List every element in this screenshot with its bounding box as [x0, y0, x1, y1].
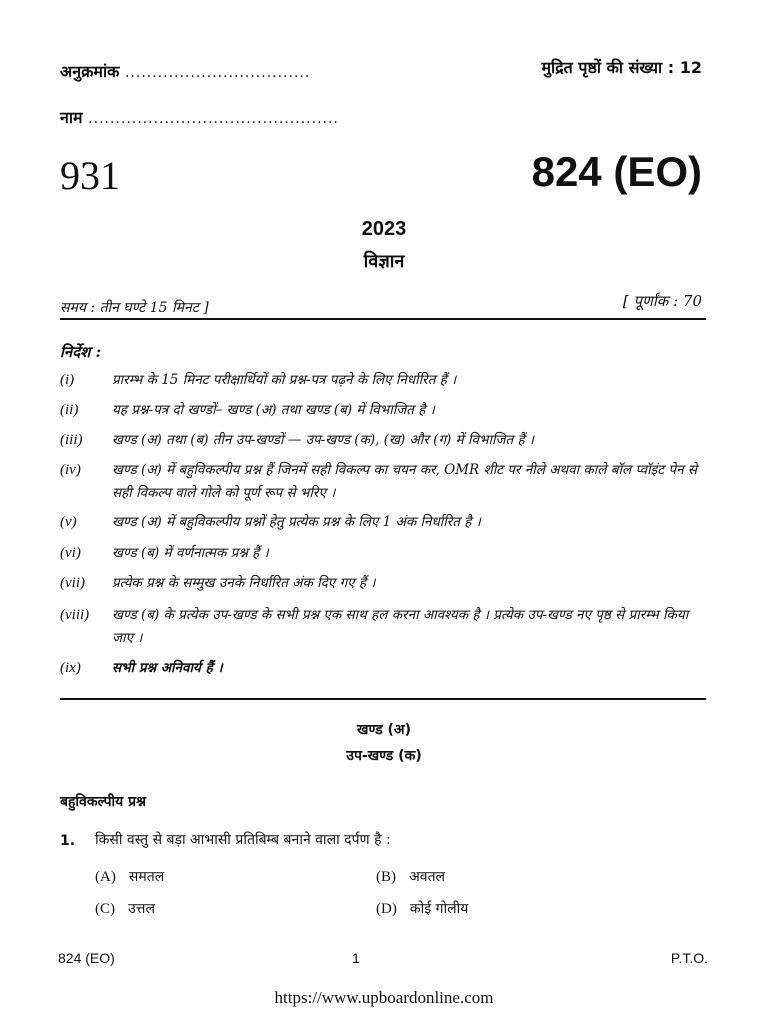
roll-number-dots: .................................. [124, 65, 311, 81]
page-number: 1 [352, 950, 360, 966]
top-divider [60, 318, 706, 320]
question-text: किसी वस्तु से बड़ा आभासी प्रतिबिम्ब बनाने वाला दर्पण है : [95, 832, 391, 848]
instruction-text: खण्ड (ब) में वर्णनात्मक प्रश्न हैं । [112, 545, 269, 561]
instruction-item [60, 399, 710, 422]
question-number: 1. [60, 833, 76, 849]
section-title: खण्ड (अ) [357, 722, 411, 738]
instruction-item [60, 572, 710, 595]
instruction-number: (ii) [60, 402, 79, 418]
option-label: (B) [376, 869, 396, 885]
instruction-number: (viii) [60, 607, 90, 623]
subsection-title: उप-खण्ड (क) [346, 748, 422, 764]
instructions-divider [60, 698, 706, 700]
instruction-number: (iv) [60, 462, 81, 478]
subject-title: विज्ञान [363, 251, 405, 272]
option-c [95, 898, 155, 918]
instruction-number: (vi) [60, 545, 81, 561]
instruction-number: (iii) [60, 432, 83, 448]
option-b [376, 866, 445, 886]
roll-number-row [60, 60, 310, 82]
instruction-item [60, 542, 710, 565]
instruction-number: (v) [60, 514, 77, 530]
printed-pages-count: मुद्रित पृष्ठों की संख्या : 12 [541, 58, 702, 77]
instructions-title: निर्देश : [60, 343, 102, 361]
instruction-text: खण्ड (ब) के प्रत्येक उप-खण्ड के सभी प्रश्न एक साथ हल करना आवश्यक है । प्रत्येक उप-खण्ड नए पृष्ठ से प्रारम्भ किया जाए । [112, 607, 689, 646]
roll-number-label: अनुक्रमांक [60, 62, 120, 81]
instruction-number: (vii) [60, 575, 85, 591]
instruction-number: (ix) [60, 660, 81, 676]
option-d [376, 898, 468, 918]
instruction-item [60, 459, 710, 505]
instruction-text: खण्ड (अ) में बहुविकल्पीय प्रश्नों हेतु प्रत्येक प्रश्न के लिए 1 अंक निर्धारित है । [112, 514, 481, 530]
instruction-text: यह प्रश्न-पत्र दो खण्डों– खण्ड (अ) तथा खण्ड (ब) में विभाजित है । [112, 402, 435, 418]
option-label: (D) [376, 901, 397, 917]
website-url[interactable]: https://www.upboardonline.com [274, 988, 494, 1007]
name-label: नाम [60, 108, 83, 127]
instruction-item [60, 369, 710, 392]
instruction-text: सभी प्रश्न अनिवार्य हैं । [112, 660, 223, 676]
option-label: (A) [95, 869, 116, 885]
instruction-number: (i) [60, 372, 75, 388]
instruction-item [60, 657, 710, 680]
paper-code: 824 (EO) [531, 148, 702, 195]
instruction-item [60, 511, 710, 534]
instruction-text: खण्ड (अ) में बहुविकल्पीय प्रश्न हैं जिनमें सही विकल्प का चयन कर, OMR शीट पर नीले अथवा काले बॉल प्वॉइंट पेन से सही विकल्प वाले गोले को पूर्ण रूप से भरिए । [112, 462, 697, 501]
option-text: उत्तल [128, 901, 155, 917]
pto-label: P.T.O. [670, 950, 708, 966]
paper-number: 931 [60, 153, 120, 198]
instruction-item [60, 429, 710, 452]
instruction-text: प्रत्येक प्रश्न के सम्मुख उनके निर्धारित अंक दिए गए हैं । [112, 575, 376, 591]
name-dots: .............................................. [88, 111, 339, 127]
instruction-text: प्रारम्भ के 15 मिनट परीक्षार्थियों को प्रश्न-पत्र पढ़ने के लिए निर्धारित हैं । [112, 372, 457, 388]
instruction-item [60, 604, 710, 650]
option-label: (C) [95, 901, 115, 917]
instruction-text: खण्ड (अ) तथा (ब) तीन उप-खण्डों — उप-खण्ड (क), (ख) और (ग) में विभाजित हैं । [112, 432, 535, 448]
option-text: कोई गोलीय [409, 901, 469, 917]
name-row [60, 106, 339, 128]
footer-paper-code: 824 (EO) [58, 950, 115, 966]
exam-year: 2023 [361, 218, 407, 240]
maximum-marks: [ पूर्णांक : 70 [622, 292, 702, 310]
time-allowed: समय : तीन घण्टे 15 मिनट ] [60, 300, 209, 316]
option-a [95, 866, 164, 886]
option-text: समतल [128, 869, 165, 885]
mcq-heading: बहुविकल्पीय प्रश्न [60, 794, 147, 810]
option-text: अवतल [409, 869, 446, 885]
